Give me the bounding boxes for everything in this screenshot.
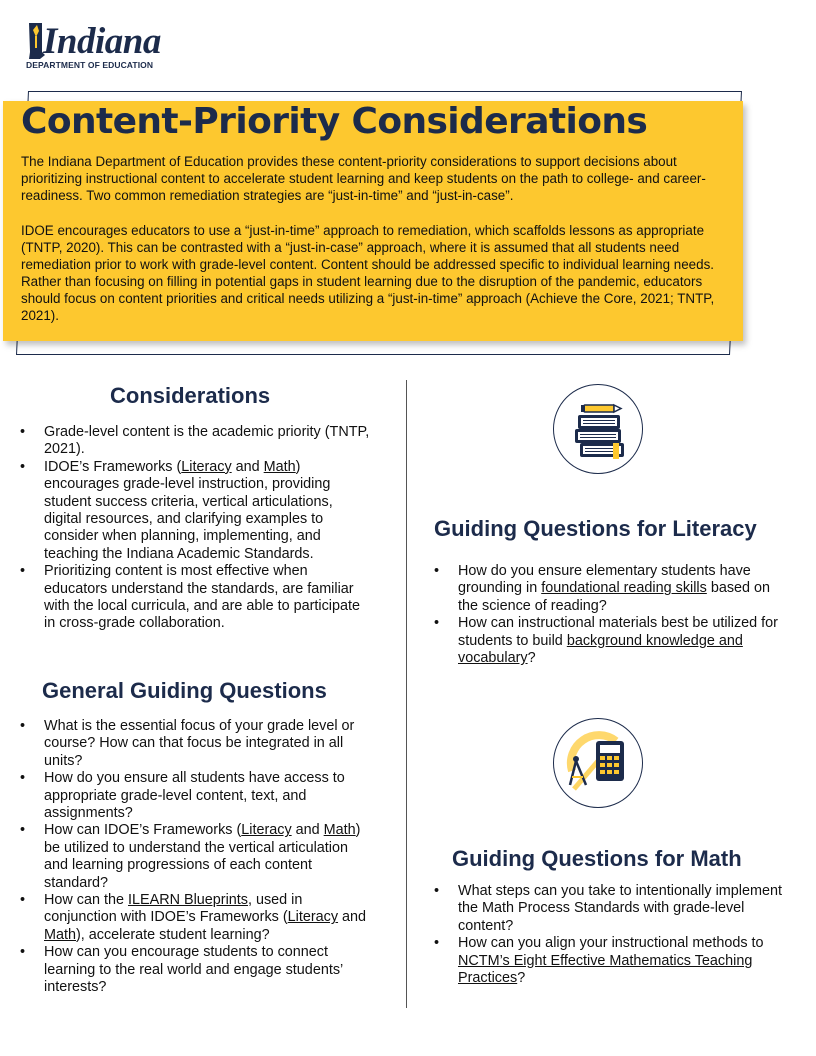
intro-paragraph-2: IDOE encourages educators to use a “just-in-time” approach to remediation, which scaffolds lessons as appropriate (TNTP, 2020). This can be contrasted with a “just-in-case” approach, where it is assumed that all students need remediation prior to work with grade-level content. Content should be addressed specific to individual learning needs. Rather than focusing on filling in potential gaps in student learning due to the disruption of the pandemic, educators should focus on content priorities and critical needs utilizing a “just-in-time” approach (Achieve the Core, 2021; TNTP, 2021). [21,223,715,323]
considerations-heading: Considerations [110,383,271,408]
literacy-questions-list [434,563,794,667]
list-item: • How can the ILEARN Blueprints, used in conjunction with IDOE’s Frameworks (Literacy and Math), accelerate student learning? [20,892,370,944]
list-item: • Grade-level content is the academic priority (TNTP, 2021). [20,424,370,459]
list-item: • How can you encourage students to connect learning to the real world and engage students’ interests? [20,944,370,996]
list-item: • Prioritizing content is most effective when educators understand the standards, are familiar with the local curricula, and are able to participate in cross-grade collaboration. [20,563,370,633]
list-item: • How can you align your instructional methods to NCTM’s Eight Effective Mathematics Teaching Practices? [434,935,794,987]
intro-banner [3,101,743,341]
list-item: • IDOE’s Frameworks (Literacy and Math) encourages grade-level instruction, providing student success criteria, vertical articulations, digital resources, and clarifying examples to consider when planning, implementing, and teaching the Indiana Academic Standards. [20,459,370,563]
math-questions-list [434,883,794,987]
math-framework-link[interactable]: Math [323,822,356,839]
list-item: • How can instructional materials best be utilized for students to build background knowledge and vocabulary? [434,615,794,667]
list-item: • What is the essential focus of your grade level or course? How can that focus be integrated in all units? [20,718,370,770]
math-framework-link[interactable]: Math [44,926,76,943]
nctm-practices-link[interactable]: NCTM’s Eight Effective Mathematics Teaching Practices [458,952,753,987]
logo-department: DEPARTMENT OF EDUCATION [26,60,154,70]
background-knowledge-link[interactable]: background knowledge and vocabulary [458,632,743,667]
literacy-framework-link[interactable]: Literacy [181,458,232,475]
list-item: • How do you ensure all students have access to appropriate grade-level content, text, and assignments? [20,770,370,822]
intro-paragraph-1: The Indiana Department of Education provides these content-priority considerations to support decisions about prioritizing instructional content to accelerate student learning and keep students on the path to college- and career-readiness. Two common remediation strategies are “just-in-time” and “just-in-case”. [21,154,706,203]
literacy-framework-link[interactable]: Literacy [287,909,339,926]
calculator-tools-icon [553,718,643,808]
logo-wordmark: Indiana [43,21,161,62]
general-questions-heading: General Guiding Questions [42,678,327,703]
books-icon [553,384,643,474]
foundational-reading-skills-link[interactable]: foundational reading skills [541,580,707,597]
general-questions-list [20,718,370,997]
math-framework-link[interactable]: Math [263,458,296,475]
list-item: • How can IDOE’s Frameworks (Literacy and Math) be utilized to understand the vertical articulation and learning progressions of each content standard? [20,822,370,892]
literacy-framework-link[interactable]: Literacy [241,822,292,839]
list-item: • What steps can you take to intentionally implement the Math Process Standards with grade-level content? [434,883,794,935]
ilearn-blueprints-link[interactable]: ILEARN Blueprints [128,892,248,909]
considerations-list [20,424,370,633]
column-divider [406,380,407,1008]
page-title: Content-Priority Considerations [21,101,648,142]
indiana-doe-logo [26,20,166,70]
list-item: • How do you ensure elementary students have grounding in foundational reading skills based on the science of reading? [434,563,794,615]
literacy-questions-heading: Guiding Questions for Literacy [434,516,757,541]
math-questions-heading: Guiding Questions for Math [452,846,742,871]
